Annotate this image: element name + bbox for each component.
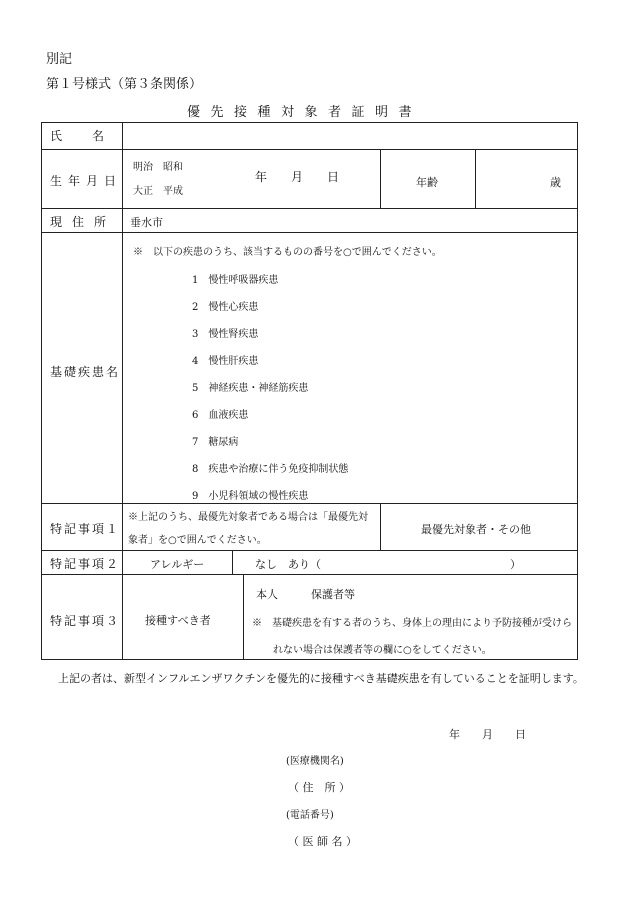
form-number: 第１号様式（第３条関係） bbox=[46, 77, 203, 92]
special1-label: 特記事項１ bbox=[50, 522, 121, 536]
allergy-close-paren: ） bbox=[510, 558, 521, 571]
era-options-1[interactable]: 明治 昭和 bbox=[133, 162, 183, 173]
clinic-phone-label: (電話番号) bbox=[286, 810, 334, 821]
clinic-name-label: (医療機関名) bbox=[286, 756, 344, 767]
disease-item[interactable]: 4 慢性肝疾患 bbox=[192, 356, 259, 367]
doctor-name-label: （ 医 師 名 ） bbox=[288, 835, 357, 848]
special3-note-line2: れない場合は保護者等の欄に○をしてください。 bbox=[273, 645, 492, 656]
recipient-options[interactable]: 本人 保護者等 bbox=[256, 588, 355, 601]
birth-date-label: 生年月日 bbox=[50, 174, 123, 188]
disease-item[interactable]: 2 慢性心疾患 bbox=[192, 302, 259, 313]
betsuki-label: 別記 bbox=[46, 52, 73, 67]
allergy-options[interactable]: なし あり（ bbox=[255, 558, 321, 571]
birth-date-fields[interactable]: 年 月 日 bbox=[255, 170, 340, 184]
allergy-detail-field[interactable] bbox=[330, 552, 505, 572]
disease-note: ※ 以下の疾患のうち、該当するものの番号を○で囲んでください。 bbox=[133, 247, 442, 258]
clinic-address-label: （ 住 所 ） bbox=[288, 781, 350, 794]
disease-item[interactable]: 5 神経疾患・神経筋疾患 bbox=[192, 383, 309, 394]
name-label: 氏 名 bbox=[50, 129, 107, 143]
age-unit: 歳 bbox=[550, 176, 561, 189]
special1-note-line2: 象者」を○で囲んでください。 bbox=[128, 535, 267, 546]
recipient-label: 接種すべき者 bbox=[145, 614, 211, 627]
age-label: 年齢 bbox=[416, 176, 438, 189]
special3-label: 特記事項３ bbox=[50, 614, 121, 628]
special1-note-line1: ※上記のうち、最優先対象者である場合は「最優先対 bbox=[128, 512, 368, 523]
disease-label: 基礎疾患名 bbox=[50, 365, 121, 379]
name-field[interactable] bbox=[124, 124, 576, 148]
certification-statement: 上記の者は、新型インフルエンザワクチンを優先的に接種すべき基礎疾患を有していることを証明します。 bbox=[58, 672, 584, 685]
disease-item[interactable]: 7 糖尿病 bbox=[192, 437, 239, 448]
special2-label: 特記事項２ bbox=[50, 557, 121, 571]
issue-date[interactable]: 年 月 日 bbox=[449, 728, 526, 741]
special3-note-line1: ※ 基礎疾患を有する者のうち、身体上の理由により予防接種が受けら bbox=[252, 618, 572, 629]
address-value[interactable]: 垂水市 bbox=[130, 216, 163, 229]
disease-item[interactable]: 1 慢性呼吸器疾患 bbox=[192, 275, 279, 286]
special1-options[interactable]: 最優先対象者・その他 bbox=[421, 523, 531, 536]
age-field[interactable] bbox=[477, 151, 576, 207]
disease-item[interactable]: 9 小児科領域の慢性疾患 bbox=[192, 491, 309, 502]
era-options-2[interactable]: 大正 平成 bbox=[133, 186, 183, 197]
document-title: 優先接種対象者証明書 bbox=[187, 105, 423, 120]
allergy-label: アレルギー bbox=[150, 558, 205, 571]
disease-item[interactable]: 6 血液疾患 bbox=[192, 410, 249, 421]
disease-item[interactable]: 3 慢性腎疾患 bbox=[192, 329, 259, 340]
address-label: 現住所 bbox=[50, 215, 117, 229]
disease-item[interactable]: 8 疾患や治療に伴う免疫抑制状態 bbox=[192, 464, 349, 475]
